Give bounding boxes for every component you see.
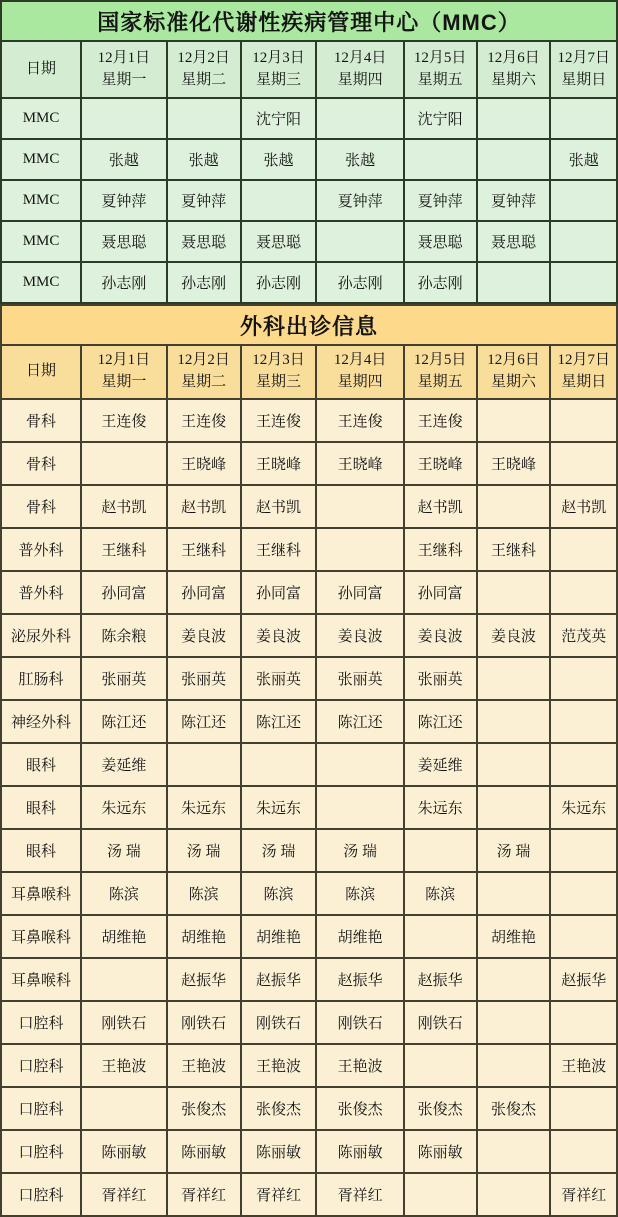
- schedule-row: [1, 657, 617, 700]
- day-header: 12月4日 星期四: [316, 41, 403, 98]
- doctor-cell: 孙志刚: [167, 262, 241, 303]
- doctor-cell: 孙志刚: [316, 262, 403, 303]
- schedule-row: [1, 1173, 617, 1216]
- department-label: 眼科: [1, 829, 81, 872]
- doctor-cell: 张俊杰: [404, 1087, 477, 1130]
- doctor-cell: [550, 571, 617, 614]
- doctor-cell: [550, 221, 617, 262]
- doctor-cell: [550, 399, 617, 442]
- department-label: 口腔科: [1, 1044, 81, 1087]
- surgery-section-title: 外科出诊信息: [0, 304, 618, 344]
- doctor-cell: 孙同富: [241, 571, 317, 614]
- doctor-cell: [241, 743, 317, 786]
- schedule-row: [1, 442, 617, 485]
- doctor-cell: 姜延维: [81, 743, 167, 786]
- doctor-cell: 赵书凯: [81, 485, 167, 528]
- doctor-cell: 聂思聪: [477, 221, 551, 262]
- doctor-cell: [81, 958, 167, 1001]
- doctor-cell: 张丽英: [404, 657, 477, 700]
- schedule-row: [1, 98, 617, 139]
- doctor-cell: [81, 1087, 167, 1130]
- schedule-row: [1, 743, 617, 786]
- department-label: MMC: [1, 262, 81, 303]
- doctor-cell: [477, 786, 551, 829]
- doctor-cell: [550, 180, 617, 221]
- department-label: 口腔科: [1, 1087, 81, 1130]
- doctor-cell: 王艳波: [316, 1044, 403, 1087]
- doctor-cell: 姜良波: [316, 614, 403, 657]
- doctor-cell: [477, 139, 551, 180]
- day-header: 12月3日 星期三: [241, 345, 317, 399]
- doctor-cell: 陈丽敏: [404, 1130, 477, 1173]
- doctor-cell: [550, 528, 617, 571]
- doctor-cell: [477, 399, 551, 442]
- doctor-cell: 陈江还: [241, 700, 317, 743]
- schedule-row: [1, 139, 617, 180]
- doctor-cell: [167, 98, 241, 139]
- doctor-cell: [477, 743, 551, 786]
- date-header-label: 日期: [1, 345, 81, 399]
- doctor-cell: [550, 442, 617, 485]
- doctor-cell: 陈江还: [81, 700, 167, 743]
- schedule-row: [1, 485, 617, 528]
- date-header-label: 日期: [1, 41, 81, 98]
- department-label: 眼科: [1, 786, 81, 829]
- doctor-cell: 赵振华: [404, 958, 477, 1001]
- doctor-cell: 胥祥红: [316, 1173, 403, 1216]
- doctor-cell: 胡维艳: [167, 915, 241, 958]
- schedule-row: [1, 1044, 617, 1087]
- mmc-section-title: 国家标准化代谢性疾病管理中心（MMC）: [0, 0, 618, 40]
- doctor-cell: 汤 瑞: [167, 829, 241, 872]
- doctor-cell: [550, 98, 617, 139]
- doctor-cell: 张丽英: [81, 657, 167, 700]
- doctor-cell: 王连俊: [316, 399, 403, 442]
- doctor-cell: 王连俊: [167, 399, 241, 442]
- surgery-schedule-table: [0, 344, 618, 1217]
- doctor-cell: 王晓峰: [404, 442, 477, 485]
- doctor-cell: [477, 657, 551, 700]
- doctor-cell: 王继科: [81, 528, 167, 571]
- doctor-cell: [477, 98, 551, 139]
- doctor-cell: [550, 1130, 617, 1173]
- doctor-cell: 王艳波: [550, 1044, 617, 1087]
- doctor-cell: 陈江还: [167, 700, 241, 743]
- doctor-cell: 王继科: [241, 528, 317, 571]
- doctor-cell: 汤 瑞: [241, 829, 317, 872]
- doctor-cell: 张丽英: [167, 657, 241, 700]
- schedule-row: [1, 1130, 617, 1173]
- department-label: 普外科: [1, 528, 81, 571]
- mmc-schedule-table: [0, 40, 618, 304]
- day-header: 12月1日 星期一: [81, 345, 167, 399]
- doctor-cell: 胥祥红: [241, 1173, 317, 1216]
- doctor-cell: 孙志刚: [404, 262, 477, 303]
- doctor-cell: 张越: [167, 139, 241, 180]
- doctor-cell: 王艳波: [81, 1044, 167, 1087]
- doctor-cell: [550, 700, 617, 743]
- doctor-cell: 陈滨: [404, 872, 477, 915]
- department-label: 口腔科: [1, 1001, 81, 1044]
- doctor-cell: 朱远东: [241, 786, 317, 829]
- mmc-section: [0, 0, 618, 304]
- day-header: 12月2日 星期二: [167, 41, 241, 98]
- doctor-cell: [404, 1173, 477, 1216]
- department-label: 骨科: [1, 399, 81, 442]
- schedule-row: [1, 1087, 617, 1130]
- doctor-cell: 赵振华: [241, 958, 317, 1001]
- doctor-cell: 姜良波: [241, 614, 317, 657]
- schedule-row: [1, 180, 617, 221]
- doctor-cell: 汤 瑞: [81, 829, 167, 872]
- doctor-cell: 赵振华: [550, 958, 617, 1001]
- doctor-cell: 王连俊: [81, 399, 167, 442]
- department-label: 普外科: [1, 571, 81, 614]
- doctor-cell: 聂思聪: [81, 221, 167, 262]
- department-label: 口腔科: [1, 1130, 81, 1173]
- doctor-cell: 孙志刚: [241, 262, 317, 303]
- doctor-cell: [316, 786, 403, 829]
- department-label: 神经外科: [1, 700, 81, 743]
- department-label: 骨科: [1, 442, 81, 485]
- doctor-cell: [404, 139, 477, 180]
- doctor-cell: 陈丽敏: [81, 1130, 167, 1173]
- department-label: 耳鼻喉科: [1, 958, 81, 1001]
- day-header: 12月5日 星期五: [404, 345, 477, 399]
- doctor-cell: [81, 98, 167, 139]
- doctor-cell: [81, 442, 167, 485]
- doctor-cell: 姜良波: [167, 614, 241, 657]
- doctor-cell: 沈宁阳: [404, 98, 477, 139]
- day-header: 12月6日 星期六: [477, 345, 551, 399]
- doctor-cell: [404, 1044, 477, 1087]
- doctor-cell: 孙同富: [404, 571, 477, 614]
- doctor-cell: [550, 872, 617, 915]
- day-header: 12月7日 星期日: [550, 41, 617, 98]
- schedule-row: [1, 958, 617, 1001]
- doctor-cell: 胡维艳: [241, 915, 317, 958]
- doctor-cell: 汤 瑞: [477, 829, 551, 872]
- doctor-cell: [316, 485, 403, 528]
- doctor-cell: 陈江还: [404, 700, 477, 743]
- doctor-cell: [477, 485, 551, 528]
- doctor-cell: 张越: [241, 139, 317, 180]
- doctor-cell: 刚铁石: [316, 1001, 403, 1044]
- schedule-row: [1, 1001, 617, 1044]
- doctor-cell: [477, 872, 551, 915]
- doctor-cell: [550, 915, 617, 958]
- doctor-cell: [550, 262, 617, 303]
- day-header: 12月7日 星期日: [550, 345, 617, 399]
- doctor-cell: 张俊杰: [167, 1087, 241, 1130]
- doctor-cell: 沈宁阳: [241, 98, 317, 139]
- doctor-cell: 胥祥红: [81, 1173, 167, 1216]
- doctor-cell: 陈滨: [316, 872, 403, 915]
- doctor-cell: [477, 1130, 551, 1173]
- doctor-cell: 赵振华: [316, 958, 403, 1001]
- doctor-cell: 王连俊: [241, 399, 317, 442]
- schedule-row: [1, 786, 617, 829]
- doctor-cell: [477, 262, 551, 303]
- doctor-cell: 王继科: [167, 528, 241, 571]
- doctor-cell: 胡维艳: [316, 915, 403, 958]
- surgery-section: [0, 304, 618, 1217]
- doctor-cell: 夏钟萍: [81, 180, 167, 221]
- day-header: 12月5日 星期五: [404, 41, 477, 98]
- doctor-cell: [241, 180, 317, 221]
- doctor-cell: 刚铁石: [404, 1001, 477, 1044]
- doctor-cell: 张越: [550, 139, 617, 180]
- day-header: 12月3日 星期三: [241, 41, 317, 98]
- doctor-cell: 张俊杰: [477, 1087, 551, 1130]
- doctor-cell: 姜良波: [404, 614, 477, 657]
- schedule-row: [1, 262, 617, 303]
- schedule-row: [1, 528, 617, 571]
- doctor-cell: 王晓峰: [477, 442, 551, 485]
- doctor-cell: [550, 657, 617, 700]
- doctor-cell: 姜良波: [477, 614, 551, 657]
- department-label: MMC: [1, 139, 81, 180]
- date-header-row: [1, 345, 617, 399]
- doctor-cell: 朱远东: [404, 786, 477, 829]
- department-label: 耳鼻喉科: [1, 915, 81, 958]
- doctor-cell: 赵书凯: [550, 485, 617, 528]
- doctor-cell: [550, 1001, 617, 1044]
- doctor-cell: 孙志刚: [81, 262, 167, 303]
- department-label: 肛肠科: [1, 657, 81, 700]
- doctor-cell: 张越: [81, 139, 167, 180]
- doctor-cell: [550, 743, 617, 786]
- doctor-cell: 赵振华: [167, 958, 241, 1001]
- doctor-cell: 陈丽敏: [167, 1130, 241, 1173]
- doctor-cell: 王艳波: [241, 1044, 317, 1087]
- doctor-cell: 陈江还: [316, 700, 403, 743]
- doctor-cell: 胡维艳: [477, 915, 551, 958]
- doctor-cell: 陈滨: [241, 872, 317, 915]
- doctor-cell: 刚铁石: [241, 1001, 317, 1044]
- doctor-cell: [404, 829, 477, 872]
- doctor-cell: 王晓峰: [316, 442, 403, 485]
- day-header: 12月2日 星期二: [167, 345, 241, 399]
- doctor-cell: [316, 221, 403, 262]
- doctor-cell: 汤 瑞: [316, 829, 403, 872]
- doctor-cell: [477, 1001, 551, 1044]
- doctor-cell: 夏钟萍: [167, 180, 241, 221]
- doctor-cell: 范茂英: [550, 614, 617, 657]
- doctor-cell: [316, 528, 403, 571]
- doctor-cell: 朱远东: [167, 786, 241, 829]
- doctor-cell: 王继科: [477, 528, 551, 571]
- doctor-cell: 陈丽敏: [241, 1130, 317, 1173]
- doctor-cell: 王继科: [404, 528, 477, 571]
- schedule-row: [1, 915, 617, 958]
- department-label: 口腔科: [1, 1173, 81, 1216]
- schedule-row: [1, 399, 617, 442]
- doctor-cell: [404, 915, 477, 958]
- department-label: MMC: [1, 221, 81, 262]
- doctor-cell: 夏钟萍: [316, 180, 403, 221]
- doctor-cell: 孙同富: [316, 571, 403, 614]
- department-label: 耳鼻喉科: [1, 872, 81, 915]
- doctor-cell: [316, 98, 403, 139]
- day-header: 12月1日 星期一: [81, 41, 167, 98]
- doctor-cell: 陈滨: [167, 872, 241, 915]
- doctor-cell: [477, 571, 551, 614]
- doctor-cell: 陈丽敏: [316, 1130, 403, 1173]
- day-header: 12月6日 星期六: [477, 41, 551, 98]
- doctor-cell: 朱远东: [81, 786, 167, 829]
- doctor-cell: 胡维艳: [81, 915, 167, 958]
- doctor-cell: 赵书凯: [167, 485, 241, 528]
- doctor-cell: 刚铁石: [167, 1001, 241, 1044]
- day-header: 12月4日 星期四: [316, 345, 403, 399]
- department-label: 泌尿外科: [1, 614, 81, 657]
- doctor-cell: [550, 1087, 617, 1130]
- doctor-cell: 王艳波: [167, 1044, 241, 1087]
- doctor-cell: 赵书凯: [404, 485, 477, 528]
- doctor-cell: [550, 829, 617, 872]
- doctor-cell: [316, 743, 403, 786]
- doctor-cell: 张丽英: [241, 657, 317, 700]
- doctor-cell: 胥祥红: [550, 1173, 617, 1216]
- department-label: MMC: [1, 180, 81, 221]
- schedule-row: [1, 571, 617, 614]
- doctor-cell: 夏钟萍: [477, 180, 551, 221]
- department-label: 眼科: [1, 743, 81, 786]
- doctor-cell: 张俊杰: [316, 1087, 403, 1130]
- doctor-cell: 孙同富: [167, 571, 241, 614]
- department-label: 骨科: [1, 485, 81, 528]
- doctor-cell: 陈余粮: [81, 614, 167, 657]
- doctor-cell: 张丽英: [316, 657, 403, 700]
- doctor-cell: 孙同富: [81, 571, 167, 614]
- schedule-row: [1, 614, 617, 657]
- doctor-cell: 聂思聪: [241, 221, 317, 262]
- doctor-cell: [477, 958, 551, 1001]
- schedule-row: [1, 221, 617, 262]
- doctor-cell: 聂思聪: [167, 221, 241, 262]
- doctor-cell: 赵书凯: [241, 485, 317, 528]
- schedule-row: [1, 700, 617, 743]
- doctor-cell: 张俊杰: [241, 1087, 317, 1130]
- doctor-cell: [477, 700, 551, 743]
- doctor-cell: 胥祥红: [167, 1173, 241, 1216]
- date-header-row: [1, 41, 617, 98]
- doctor-cell: 夏钟萍: [404, 180, 477, 221]
- doctor-cell: [477, 1173, 551, 1216]
- doctor-cell: 刚铁石: [81, 1001, 167, 1044]
- doctor-cell: 王连俊: [404, 399, 477, 442]
- doctor-cell: 朱远东: [550, 786, 617, 829]
- schedule-row: [1, 829, 617, 872]
- doctor-cell: 王晓峰: [241, 442, 317, 485]
- doctor-cell: 聂思聪: [404, 221, 477, 262]
- doctor-cell: 姜延维: [404, 743, 477, 786]
- department-label: MMC: [1, 98, 81, 139]
- schedule-row: [1, 872, 617, 915]
- doctor-cell: 陈滨: [81, 872, 167, 915]
- doctor-cell: [477, 1044, 551, 1087]
- doctor-cell: 张越: [316, 139, 403, 180]
- doctor-cell: 王晓峰: [167, 442, 241, 485]
- doctor-cell: [167, 743, 241, 786]
